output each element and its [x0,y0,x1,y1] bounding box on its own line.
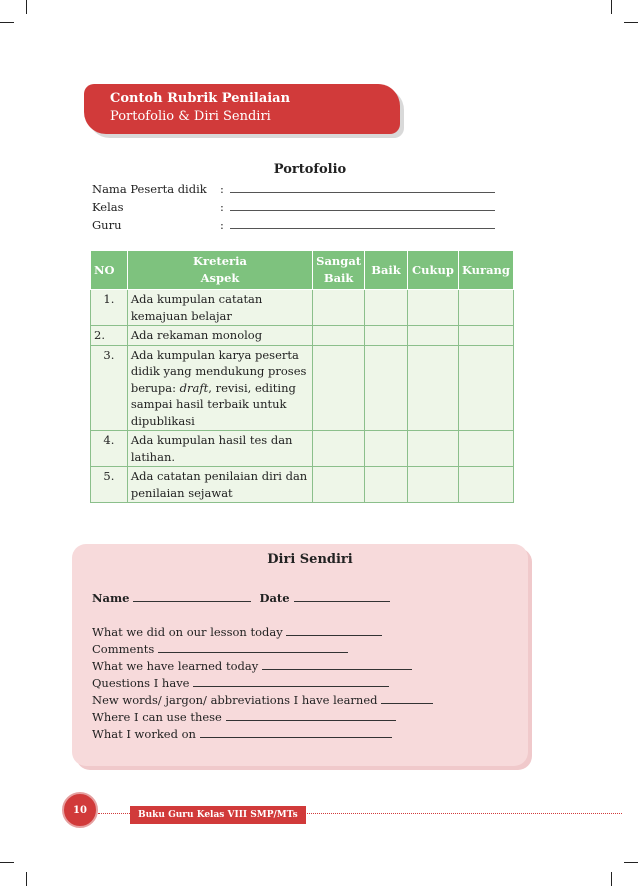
table-row: 5. Ada catatan penilaian diri dan penilaian sejawat [91,467,514,503]
rubric-table [90,250,514,503]
form-line: Questions I have [92,675,433,692]
score-cell[interactable] [407,467,458,503]
score-cell[interactable] [313,326,365,346]
name-date-row: Name Date [92,590,433,607]
form-line: What I worked on [92,726,433,743]
field-kelas: Kelas : [92,198,495,216]
crop-mark [26,0,27,14]
section-banner [84,84,400,134]
header-baik: Baik [365,251,408,290]
score-cell[interactable] [458,467,513,503]
fill-line[interactable] [230,180,495,193]
table-header-row [91,251,514,290]
field-guru: Guru : [92,216,495,234]
score-cell[interactable] [365,431,408,467]
score-cell[interactable] [458,290,513,326]
table-row: 3. Ada kumpulan karya peserta didik yang mendukung proses berupa: draft, revisi, editing sampai hasil terbaik untuk dipublikasi [91,345,514,431]
score-cell[interactable] [365,326,408,346]
crop-mark [0,22,14,23]
score-cell[interactable] [313,467,365,503]
book-title-label: Buku Guru Kelas VIII SMP/MTs [130,806,306,824]
banner-subtitle: Portofolio & Diri Sendiri [110,109,271,124]
crop-mark [0,862,14,863]
score-cell[interactable] [407,326,458,346]
crop-mark [26,872,27,886]
form-line: What we have learned today [92,658,433,675]
date-blank[interactable] [294,590,390,602]
score-cell[interactable] [365,467,408,503]
footer-divider [296,813,622,814]
score-cell[interactable] [313,290,365,326]
form-line: Where I can use these [92,709,433,726]
self-assessment-form [92,590,433,743]
name-blank[interactable] [133,590,251,602]
crop-mark [611,872,612,886]
form-line: New words/ jargon/ abbreviations I have learned [92,692,433,709]
crop-mark [611,0,612,14]
self-assessment-title: Diri Sendiri [267,552,353,567]
identity-fields [92,180,495,234]
score-cell[interactable] [313,431,365,467]
score-cell[interactable] [458,326,513,346]
banner-title: Contoh Rubrik Penilaian [110,91,291,106]
header-sangat-baik: Sangat Baik [313,251,365,290]
form-line: What we did on our lesson today [92,624,433,641]
table-row: 1. Ada kumpulan catatan kemajuan belajar [91,290,514,326]
score-cell[interactable] [458,431,513,467]
footer-divider [98,813,130,814]
header-kurang: Kurang [458,251,513,290]
fill-line[interactable] [230,198,495,211]
score-cell[interactable] [407,290,458,326]
score-cell[interactable] [458,345,513,431]
header-cukup: Cukup [407,251,458,290]
score-cell[interactable] [365,290,408,326]
score-cell[interactable] [365,345,408,431]
form-line: Comments [92,641,433,658]
score-cell[interactable] [407,431,458,467]
table-row: 2. Ada rekaman monolog [91,326,514,346]
score-cell[interactable] [313,345,365,431]
fill-line[interactable] [230,216,495,229]
score-cell[interactable] [407,345,458,431]
crop-mark [624,22,638,23]
page-number-badge: 10 [62,792,98,828]
crop-mark [624,862,638,863]
table-row: 4. Ada kumpulan hasil tes dan latihan. [91,431,514,467]
header-aspect: Kreteria Aspek [127,251,312,290]
portofolio-title: Portofolio [273,162,347,177]
field-nama: Nama Peserta didik : [92,180,495,198]
header-no: NO [91,251,128,290]
